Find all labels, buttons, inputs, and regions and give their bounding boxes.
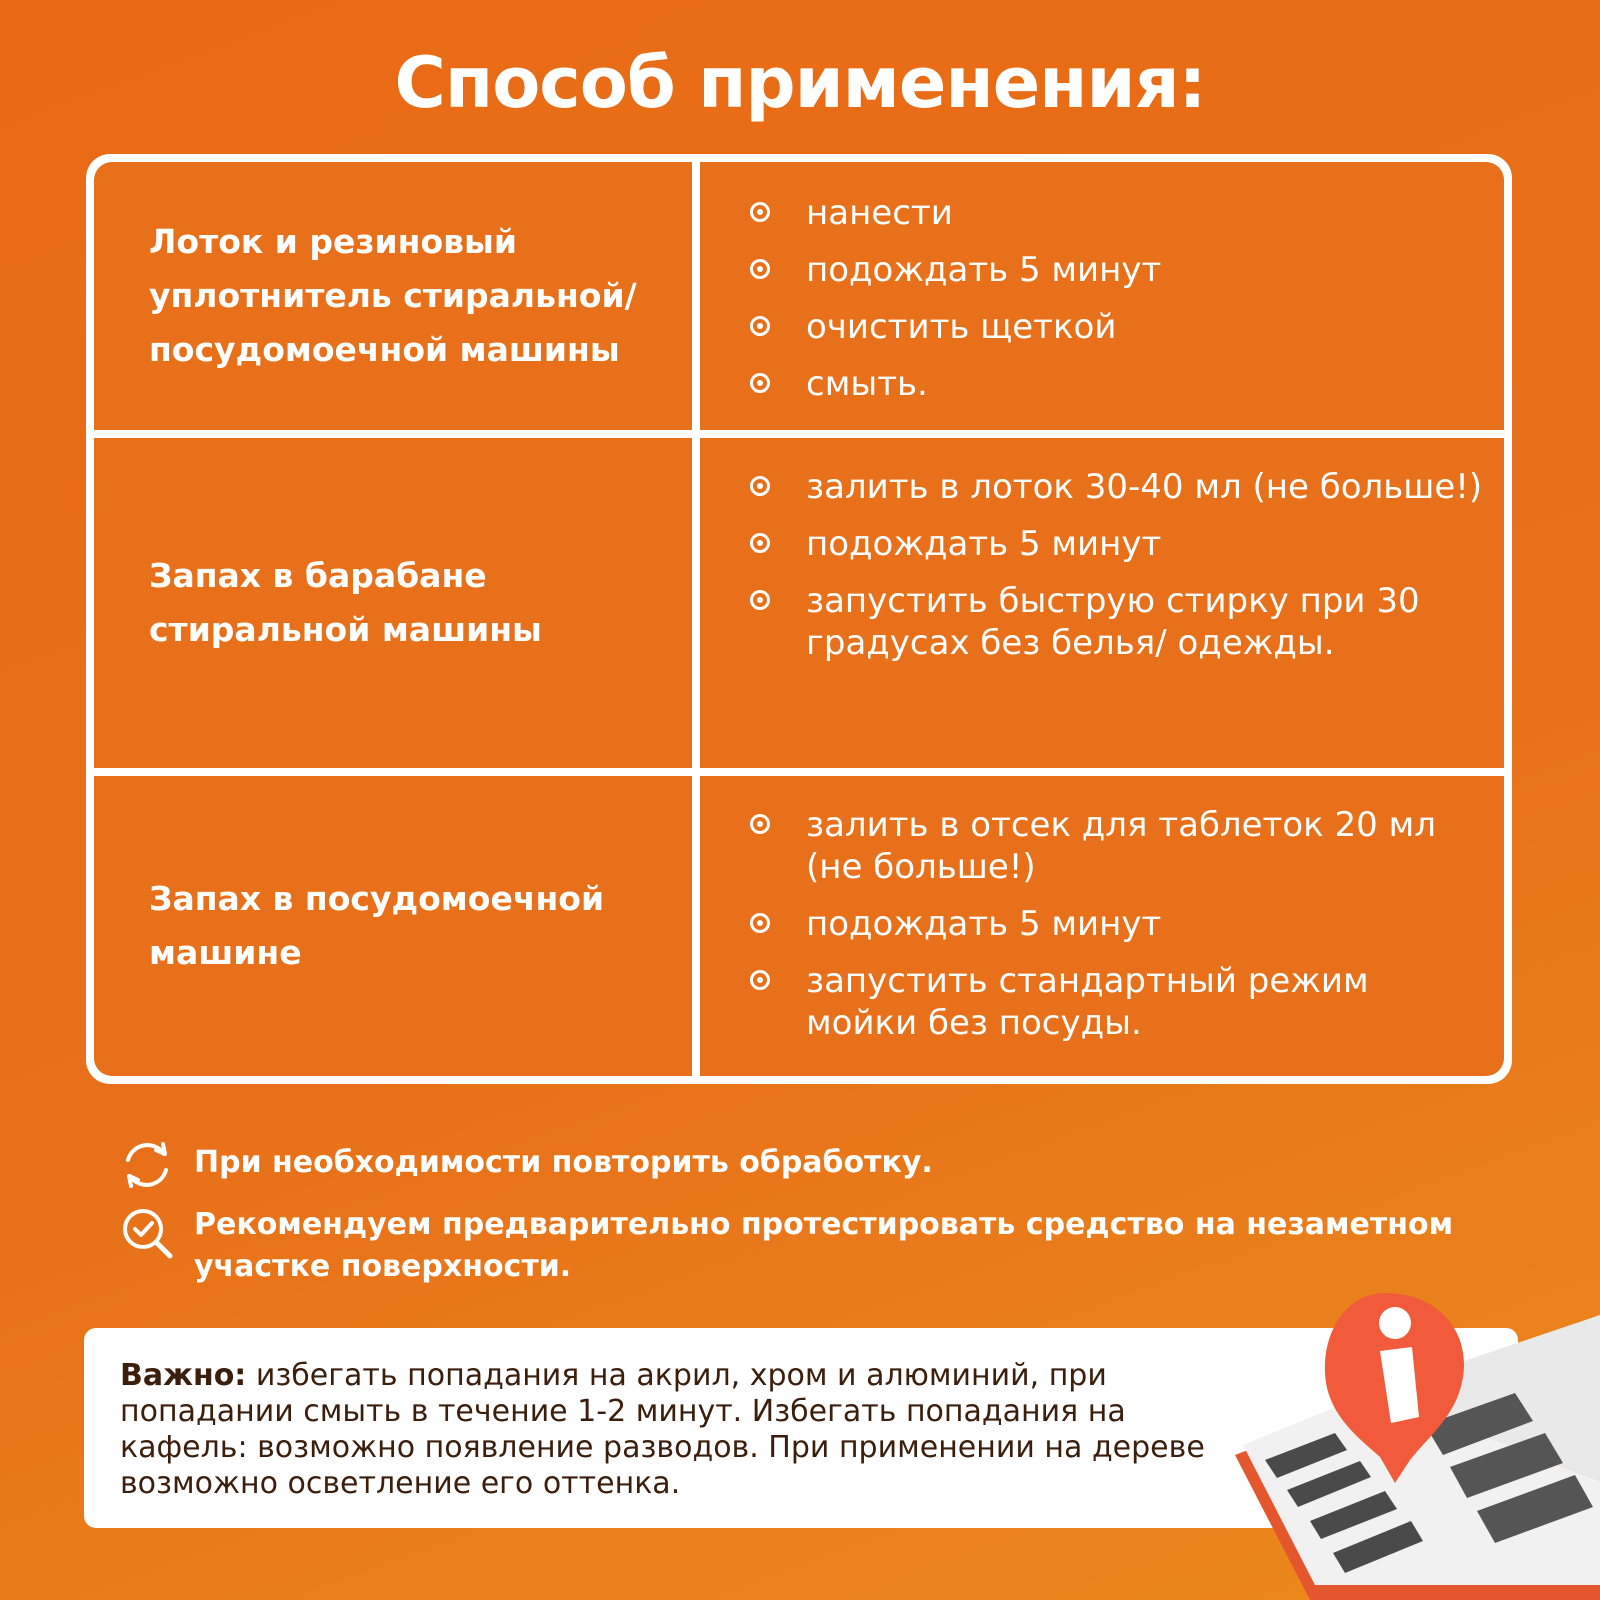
row-3-steps-cell — [700, 776, 1504, 1076]
step-item: подождать 5 минут — [750, 523, 1484, 565]
note-test-text: Рекомендуем предварительно протестировать средство на незаметном участке поверхности. — [194, 1207, 1454, 1284]
important-lead: Важно: — [120, 1358, 247, 1393]
bullet-icon — [750, 373, 770, 393]
row-1-label: Лоток и резиновый уплотнитель стиральной/ посудомоечной машины — [149, 222, 637, 369]
step-item: запустить стандартный режим мойки без посуды. — [750, 960, 1484, 1044]
row-3-label-cell — [94, 776, 692, 1076]
row-1-label-cell — [94, 162, 692, 430]
step-item: подождать 5 минут — [750, 249, 1484, 291]
row-3-steps — [750, 804, 1484, 1059]
note-repeat — [118, 1136, 1494, 1194]
row-2-label-cell — [94, 438, 692, 768]
step-item: смыть. — [750, 363, 1484, 405]
bullet-icon — [750, 476, 770, 496]
bullet-icon — [750, 259, 770, 279]
row-1-steps-cell — [700, 162, 1504, 430]
row-1-steps — [750, 192, 1484, 420]
note-repeat-text: При необходимости повторить обработку. — [194, 1145, 933, 1180]
note-test — [118, 1204, 1494, 1288]
step-item: залить в отсек для таблеток 20 мл (не больше!) — [750, 804, 1484, 888]
row-2-steps-cell — [700, 438, 1504, 768]
bullet-icon — [750, 814, 770, 834]
bullet-icon — [750, 202, 770, 222]
page-title: Способ применения: — [394, 42, 1206, 124]
step-item: запустить быструю стирку при 30 градусах без белья/ одежды. — [750, 580, 1484, 664]
step-item: залить в лоток 30-40 мл (не больше!) — [750, 466, 1484, 508]
search-check-icon — [118, 1204, 176, 1262]
bullet-icon — [750, 533, 770, 553]
important-body: избегать попадания на акрил, хром и алюминий, при попадании смыть в течение 1-2 минут. Избегать попадания на кафель: возможно появление разводов. При применении на дереве возможно осветление его оттенка. — [120, 1358, 1205, 1501]
important-text — [120, 1358, 1250, 1502]
row-2-steps — [750, 466, 1484, 679]
info-newspaper-illustration — [1215, 1285, 1600, 1600]
bullet-icon — [750, 316, 770, 336]
instructions-table — [86, 154, 1512, 1084]
step-item: подождать 5 минут — [750, 903, 1484, 945]
bullet-icon — [750, 590, 770, 610]
row-2-label: Запах в барабане стиральной машины — [149, 556, 542, 649]
step-item: очистить щеткой — [750, 306, 1484, 348]
step-item: нанести — [750, 192, 1484, 234]
bullet-icon — [750, 913, 770, 933]
refresh-icon — [118, 1136, 176, 1194]
bullet-icon — [750, 970, 770, 990]
row-3-label: Запах в посудомоечной машине — [149, 879, 605, 972]
